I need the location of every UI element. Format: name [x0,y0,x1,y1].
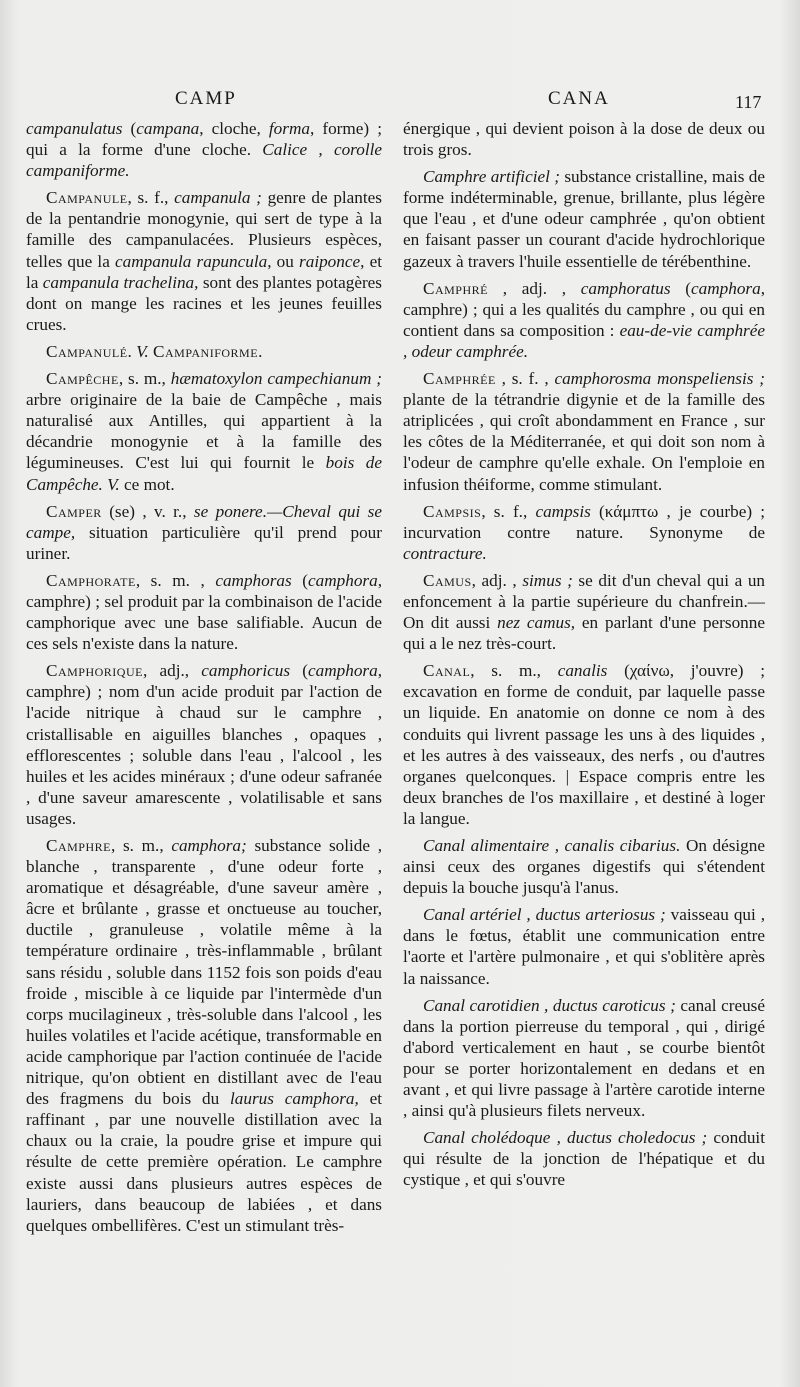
headword: Camphré [423,278,488,298]
headword: Camus [423,570,472,590]
italic-term: simus ; [522,570,573,590]
entry-text: énergique , qui devient poison à la dose de deux ou trois gros. [403,119,765,160]
entry-text: , et la [26,251,383,292]
entry-text: On désigne ainsi ceux des organes digestifs qui s'étendent depuis la bouche jusqu'à l'anus. [403,836,765,898]
entry-text: (κάμπτω , je courbe) ; incurvation contre nature. Synonyme de [403,501,766,542]
entry-text: situation particulière qu'il prend pour uriner. [26,522,382,563]
italic-term: Camphre artificiel ; [423,167,560,187]
continued-entry [26,118,382,181]
italic-term: contracture. [403,543,487,563]
entry-text: substance cristalline, mais de forme indéterminable, grenue, brillante, plus légère que l'eau , et d'une odeur camphrée , qu'on obtient en faisant passer un courant d'acide hydrochlorique gazeux à travers l'huile essentielle de térébenthine. [403,167,765,271]
headword: Camper [46,501,102,521]
italic-term: V. [107,474,120,494]
entry-text: , adj. , [471,570,523,590]
dictionary-entry [403,166,765,271]
entry-text: (se) , v. r., [101,501,194,521]
italic-term: laurus camphora, [230,1089,359,1109]
italic-term: raiponce [299,251,361,271]
entry-text: genre de plantes de la pentandrie monogynie, qui sert de type à la famille des campanulacées. Plusieurs espèces, telles que la [26,188,382,271]
italic-term: Canal artériel , ductus arteriosus ; [423,905,666,925]
italic-term: campanula ; [174,188,262,208]
entry-text: ( [290,661,308,681]
italic-term: forma [268,119,310,138]
dictionary-entry [403,570,765,654]
italic-term: V. [136,341,149,361]
italic-term: camphoras [215,570,292,590]
entry-text: ce mot. [119,474,175,494]
dictionary-entry [26,368,382,495]
dictionary-entry [403,995,765,1122]
italic-term: Calice , corolle campaniforme. [26,140,382,181]
entry-text: ( [122,119,137,138]
continued-entry [403,118,765,160]
entry-text: , s. f., [481,501,536,521]
italic-term: Canal alimentaire , canalis cibarius. [423,836,681,855]
entry-text: . [258,341,263,361]
italic-term: hæmatoxylon campechianum ; [170,369,382,389]
headword: Campanulé [46,341,128,361]
italic-term: campsis [535,501,591,521]
dictionary-entry [403,835,765,898]
italic-term: camphoratus [580,278,671,298]
italic-term: eau-de-vie camphrée , odeur camphrée. [403,320,765,361]
italic-term: camphora [308,661,378,681]
italic-term: camphora; [171,836,247,855]
entry-text: substance solide , blanche , transparente , d'une odeur forte , aromatique et désagréable, d'une saveur amère , âcre et brûlante , grasse et onctueuse au toucher, ductile , granuleuse , volatile même à la température ordinaire , très-inflammable , brûlant sans résidu , soluble dans 1152 fois son poids d'eau froide , miscible à ce liquide par l'intermède d'un corps mucilagineux , très-soluble dans l'alcool , les huiles volatiles et l'acide acétique, transformable en acide camphorique par l'action continuée de l'acide nitrique, qu'on obtient en distillant avec de l'eau des fragmens du bois du [26,836,382,1109]
italic-term: camphora [691,278,761,298]
entry-text: , s. m. , [135,570,216,590]
headword: Camphorate [46,570,136,590]
entry-text: , camphre) ; sel produit par la combinaison de l'acide camphorique avec une base salifiable. Aucun de ces sels n'existe dans la nature. [26,570,382,654]
dictionary-entry [403,904,765,988]
dictionary-entry [403,501,765,564]
entry-text: , cloche, [199,119,269,138]
dictionary-entry [26,570,382,654]
entry-text: , camphre) ; qui a les qualités du camphre , ou qui en contient dans sa composition : [403,278,765,340]
entry-text: , s. m., [118,369,171,389]
italic-term: nez camus, [497,613,576,633]
entry-text: , s. m., [110,836,172,855]
headword: Campanule [46,188,128,208]
dictionary-entry [403,660,765,829]
headword: Campsis [423,501,482,521]
dictionary-entry [26,835,382,1236]
entry-text: sont des plantes potagères dont on mange les racines et les jeunes feuilles crues. [26,272,382,334]
italic-term: camphorosma monspeliensis ; [554,369,765,389]
entry-text: , adj., [142,661,202,681]
entry-text: plante de la tétrandrie digynie et de la famille des atriplicées , qui croît abondamment en France , sur les côtes de la Méditerranée, et qui doit son nom à l'odeur de camphre qu'elle exhale. On l'emploie en infusion théiforme, comme stimulant. [403,390,765,494]
dictionary-entry [403,278,765,362]
dictionary-entry [26,187,382,335]
entry-text: arbre originaire de la baie de Campêche , mais naturalisé aux Antilles, qui appartient à la décandrie monogynie et à la famille des légumineuses. C'est lui qui fournit le [26,390,382,473]
entry-text: , s. f., [127,188,175,208]
running-head-right: CANA [548,88,610,109]
italic-term: Canal cholédoque , ductus choledocus ; [423,1128,708,1148]
entry-text: (χαίνω, j'ouvre) ; excavation en forme de conduit, par laquelle passe un liquide. En anatomie on donne ce nom à des conduits qui livrent passage les uns à des liquides , et les autres à des vaisseaux, des nerfs , ou d'autres organes quelconques. | Espace compris entre les deux branches de l'os maxillaire , et destiné à loger la langue. [403,661,765,828]
italic-term: canalis [557,661,608,681]
italic-term: bois de Campêche. [26,453,382,494]
entry-text: se dit d'un cheval qui a un enfoncement à la partie supérieure du chanfrein.—On dit aussi [403,570,766,633]
headword: Camphorique [46,661,143,681]
entry-text: conduit qui résulte de la jonction de l'hépatique et du cystique , et qui s'ouvre [403,1128,765,1190]
italic-term: campanulatus [26,119,123,138]
entry-text: , s. m., [470,661,558,681]
entry-text: , s. f. , [495,369,555,389]
headword: Campêche [46,369,119,389]
dictionary-entry [26,501,382,564]
entry-text: , adj. , [487,278,581,298]
italic-term: camphora [308,570,378,590]
page-number: 117 [735,92,762,112]
entry-text: , ou [267,251,300,271]
entry-text: vaisseau qui , dans le fœtus, établit une communication entre l'aorte et l'artère pulmonaire , et qui s'oblitère après la naissance. [403,905,765,988]
left-column [26,118,382,1242]
italic-term: se ponere.—Cheval qui se campe, [26,501,382,542]
entry-text: ( [670,278,691,298]
italic-term: campana [136,119,200,138]
entry-text: . [127,341,137,361]
dictionary-entry [403,1127,765,1190]
right-column [403,118,765,1197]
headword: Canal [423,661,471,681]
headword: Campaniforme [153,341,259,361]
entry-text: canal creusé dans la portion pierreuse du temporal , qui , dirigé d'abord verticalement en haut , se courbe bientôt pour se porter horizontalement en dedans et en avant , et qui livre passage à l'artère carotide interne , ainsi qu'à plusieurs filets nerveux. [403,995,765,1121]
italic-term: campanula trachelina, [42,272,199,292]
entry-text: et raffinant , par une nouvelle distillation avec la chaux ou la craie, la poudre grise et impure qui résulte de cette première opération. Le camphre existe aussi dans plusieurs autres espèces de lauriers, dans beaucoup de labiées , et dans quelques ombellifères. C'est un stimulant très- [26,1089,383,1235]
entry-text: , camphre) ; nom d'un acide produit par l'action de l'acide nitrique à chaud sur le camphre , cristallisable en aiguilles blanches , opaques , efflorescentes ; soluble dans l'eau , l'alcool , les huiles et les acides minéraux ; d'une odeur safranée , d'une saveur amarescente , volatilisable et sans usages. [26,661,382,828]
headword: Camphrée [423,369,496,389]
headword: Camphre [46,836,111,855]
entry-text: , forme) ; qui a la forme d'une cloche. [26,119,382,160]
italic-term: camphoricus [201,661,291,681]
dictionary-entry [403,368,765,495]
italic-term: Canal carotidien , ductus caroticus ; [423,995,676,1015]
italic-term: campanula rapuncula [115,251,268,271]
running-head-left: CAMP [175,88,237,109]
dictionary-entry [26,341,382,362]
entry-text: en parlant d'une personne qui a le nez très-court. [403,613,765,654]
entry-text: ( [291,570,308,590]
dictionary-entry [26,660,382,829]
